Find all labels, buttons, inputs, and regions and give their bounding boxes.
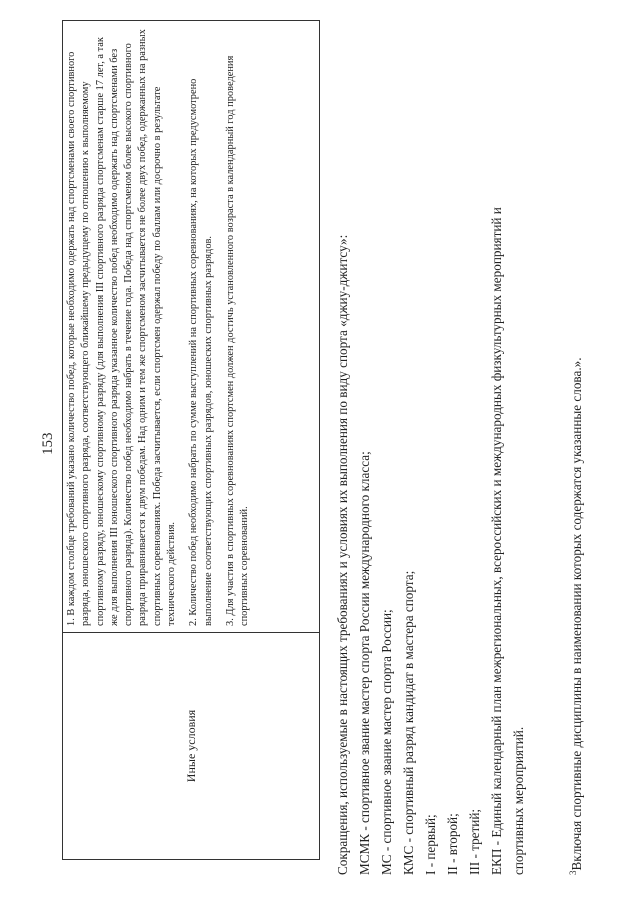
abbrev-line: III - третий; — [467, 808, 482, 875]
condition-paragraph-3: 3. Для участия в спортивных соревнованиях спортсмен должен достичь установленного возраста в календарный год проведения спортивных соревнований. — [224, 55, 251, 626]
abbrev-line: МСМК - спортивное звание мастер спорта России международного класса; — [357, 451, 372, 875]
footnote — [568, 357, 585, 875]
page-number: 153 — [40, 432, 56, 455]
abbrev-line: КМС - спортивный разряд кандидат в мастера спорта; — [401, 570, 416, 875]
row-label: Иные условия — [63, 633, 320, 860]
abbrev-line: I - первый; — [423, 814, 438, 875]
condition-paragraph-1: 1. В каждом столбце требований указано количество побед, которые необходимо одержать над спортсменами своего спортивного разряда, юношеского спортивного разряда, соответствующего ближайшему предыдущему по отношению к выполняемому спортивному разряду, юношескому спортивному разряду (для выполнения III спортивного разряда спортсменам старше 17 лет, а так же для выполнения III юношеского спортивного разряда указанное количество побед необходимо одержать над спортсменами без спортивного разряда). Количество побед необходимо набрать в течение года. Победа над спортсменом более высокого спортивного разряда приравнивается к двум победам. Над одним и тем же спортсменом засчитывается не более двух побед, одержанных на разных спортивных соревнованиях. Победа засчитывается, если спортсмен одержал победу по баллам или досрочно в результате технического действия. — [66, 29, 178, 626]
footnote-text: Включая спортивные дисциплины в наименовании которых содержатся указанные слова.». — [569, 357, 584, 871]
abbreviations-block — [332, 15, 530, 875]
conditions-table — [62, 20, 320, 860]
conditions-cell — [63, 21, 320, 633]
abbrev-line: МС - спортивное звание мастер спорта России; — [379, 609, 394, 875]
abbreviations-heading: Сокращения, используемые в настоящих требованиях и условиях их выполнения по виду спорта «джиу-джитсу»: — [335, 234, 350, 875]
abbrev-line: спортивных мероприятий. — [511, 726, 526, 875]
abbrev-line: II - второй; — [445, 813, 460, 875]
footnote-marker: 3 — [568, 870, 578, 875]
abbrev-line: ЕКП - Единый календарный план межрегиональных, всероссийских и международных физкультурных мероприятий и — [489, 207, 504, 875]
table-row — [63, 21, 320, 860]
condition-paragraph-2: 2. Количество побед необходимо набрать по сумме выступлений на спортивных соревнованиях, на которых предусмотрено выполнение соответствующих спортивных разрядов, юношеских спортивных разрядов. — [188, 78, 214, 626]
